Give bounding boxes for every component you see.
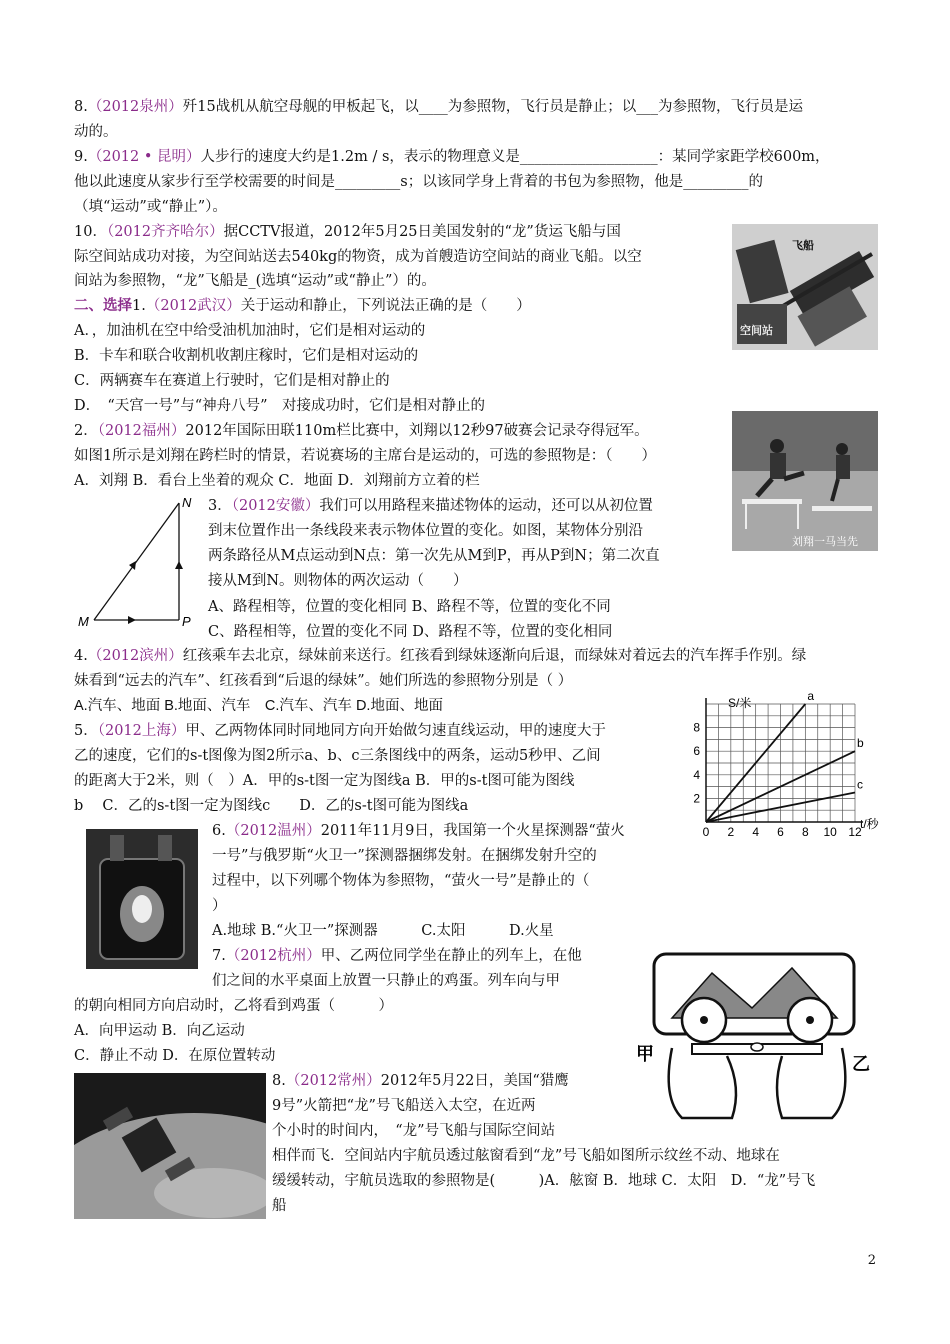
x-tick-label: 2 xyxy=(727,825,735,839)
hurdle-race-photo xyxy=(732,411,878,551)
space-station-photo xyxy=(732,224,878,350)
q10-fill-line1: 10．（2012齐齐哈尔）据CCTV报道，2012年5月25日美国发射的“龙”货运飞船与国 xyxy=(74,224,621,240)
q6-line4: ） xyxy=(212,898,227,914)
station-label: 空间站 xyxy=(740,325,773,337)
series-label-a: a xyxy=(807,690,815,703)
q3-line1: 3．（2012安徽）我们可以用路程来描述物体的运动，还可以从初位置 xyxy=(208,498,653,514)
q5-line4: b C．乙的s-t图一定为图线c D．乙的s-t图可能为图线a xyxy=(74,798,469,814)
x-tick-label: 4 xyxy=(752,825,760,839)
path-diagram xyxy=(74,493,204,633)
x-tick-label: 8 xyxy=(801,825,809,839)
point-m-label: M xyxy=(78,614,89,629)
q5-line3: 的距离大于2米，则（ ）A．甲的s-t图一定为图线a B．甲的s-t图可能为图线 xyxy=(74,773,575,789)
q10-fill-line3: 间站为参照物，“龙”飞船是_(选填“运动”或“静止”）的。 xyxy=(74,273,436,289)
st-chart-svg xyxy=(690,690,890,860)
q8-fill-line1: 8.（2012泉州）歼15战机从航空母舰的甲板起飞，以____为参照物，飞行员是静止；以___为参照物，飞行员是运 xyxy=(74,99,803,115)
q6-line3: 过程中，以下列哪个物体为参照物，“萤火一号”是静止的（ xyxy=(212,873,590,889)
hurdle-caption: 刘翔一马当先 xyxy=(792,536,858,548)
x-tick-label: 10 xyxy=(823,825,837,839)
page-number: 2 xyxy=(867,1253,876,1268)
q1-option-c: C．两辆赛车在赛道上行驶时，它们是相对静止的 xyxy=(74,373,390,389)
q7-line3: 的朝向相同方向启动时，乙将看到鸡蛋（ ） xyxy=(74,998,393,1014)
q2-options: A．刘翔 B．看台上坐着的观众 C．地面 D．刘翔前方立着的栏 xyxy=(74,473,480,489)
q4-line1: 4.（2012滨州）红孩乘车去北京，绿妹前来送行。红孩看到绿妹逐渐向后退，而绿妹对着远去的汽车挥手作别。绿 xyxy=(74,648,807,664)
x-tick-label: 12 xyxy=(848,825,862,839)
y-tick-label: 4 xyxy=(693,767,700,782)
jia-label: 甲 xyxy=(636,1044,654,1064)
q8-choice-line6: 船 xyxy=(272,1198,287,1214)
q7-options-ab: A．向甲运动 B．向乙运动 xyxy=(74,1023,245,1039)
q5-line1: 5．（2012上海）甲、乙两物体同时同地同方向开始做匀速直线运动，甲的速度大于 xyxy=(74,723,606,739)
point-n-label: N xyxy=(182,495,192,510)
x-tick-label: 0 xyxy=(702,825,710,839)
train-cartoon xyxy=(632,948,880,1128)
series-label-c: c xyxy=(857,777,863,792)
section-choice-q1: 二、选择1.（2012武汉）关于运动和静止，下列说法正确的是（ ） xyxy=(74,297,531,314)
q3-line2: 到末位置作出一条线段来表示物体位置的变化。如图，某物体分别沿 xyxy=(208,523,643,539)
q2-line2: 如图1所示是刘翔在跨栏时的情景，若说赛场的主席台是运动的，可选的参照物是：（ ） xyxy=(74,448,656,464)
point-p-label: P xyxy=(182,614,191,629)
q3-options-cd: C、路程相等，位置的变化不同 D、路程不等，位置的变化相同 xyxy=(208,624,613,640)
q1-option-d: D． “天宫一号”与“神舟八号” 对接成功时，它们是相对静止的 xyxy=(74,398,486,414)
q9-fill-line3: （填“运动”或“静止”）。 xyxy=(74,199,227,215)
series-label-b: b xyxy=(857,736,864,751)
y-tick-label: 8 xyxy=(693,720,700,735)
q5-line2: 乙的速度，它们的s-t图像为图2所示a、b、c三条图线中的两条，运动5秒甲、乙间 xyxy=(74,748,601,764)
ship-label: 飞船 xyxy=(792,240,814,252)
q7-line2: 们之间的水平桌面上放置一只静止的鸡蛋。列车向与甲 xyxy=(212,973,560,989)
x-tick-label: 6 xyxy=(777,825,784,839)
q7-options-cd: C．静止不动 D．在原位置转动 xyxy=(74,1048,276,1064)
yi-label: 乙 xyxy=(852,1054,870,1074)
q8-choice-line1: 8.（2012常州）2012年5月22日，美国“猎鹰 xyxy=(272,1073,569,1089)
q8-choice-line5: 缓缓转动，宇航员选取的参照物是( )A．舷窗 B．地球 C．太阳 D．“龙”号飞 xyxy=(272,1173,816,1189)
y-axis-label: S/米 xyxy=(728,696,752,710)
q2-line1: 2．（2012福州）2012年国际田联110m栏比赛中，刘翔以12秒97破赛会记录夺得冠军。 xyxy=(74,423,649,439)
q6-line1: 6.（2012温州）2011年11月9日，我国第一个火星探测器“萤火 xyxy=(212,823,625,839)
q8-choice-line3: 个小时的时间内， “龙”号飞船与国际空间站 xyxy=(272,1123,556,1139)
q6-options: A.地球 B.“火卫一”探测器 C.太阳 D.火星 xyxy=(212,923,554,939)
q3-line3: 两条路径从M点运动到N点：第一次先从M到P，再从P到N；第二次直 xyxy=(208,548,660,564)
q9-fill-line2: 他以此速度从家步行至学校需要的时间是_________s；以该同学身上背着的书包为参照物，他是_________的 xyxy=(74,174,763,190)
q8-choice-line2: 9号”火箭把“龙”号飞船送入太空，在近两 xyxy=(272,1098,536,1114)
q3-options-ab: A、路程相等，位置的变化相同 B、路程不等，位置的变化不同 xyxy=(208,599,611,615)
q8-choice-line4: 相伴而飞．空间站内宇航员透过舷窗看到“龙”号飞船如图所示纹丝不动、地球在 xyxy=(272,1148,780,1164)
y-tick-label: 2 xyxy=(693,791,700,806)
x-axis-label: t/秒 xyxy=(860,817,879,831)
q1-option-b: B．卡车和联合收割机收割庄稼时，它们是相对运动的 xyxy=(74,348,419,364)
y-tick-label: 6 xyxy=(693,744,700,759)
mars-probe-launch-photo xyxy=(86,829,198,969)
st-graph xyxy=(690,690,890,860)
q9-fill-line1: 9.（2012 • 昆明）人步行的速度大约是1.2m / s，表示的物理意义是___________________：某同学家距学校600m， xyxy=(74,149,830,165)
q4-line2: 妹看到“远去的汽车”、红孩看到“后退的绿妹”。她们所选的参照物分别是（ ） xyxy=(74,673,573,689)
q6-line2: 一号”与俄罗斯“火卫一”探测器捆绑发射。在捆绑发射升空的 xyxy=(212,848,597,864)
q8-fill-line2: 动的。 xyxy=(74,124,118,140)
q3-line4: 接从M到N。则物体的两次运动（ ） xyxy=(208,573,468,589)
q7-line1: 7.（2012杭州）甲、乙两位同学坐在静止的列车上，在他 xyxy=(212,948,582,964)
dragon-ship-earth-photo xyxy=(74,1073,266,1219)
q4-options: A.汽车、地面 B.地面、汽车 C.汽车、汽车 D.地面、地面 xyxy=(74,698,443,714)
q1-option-a: A．，加油机在空中给受油机加油时，它们是相对运动的 xyxy=(74,323,426,339)
q10-fill-line2: 际空间站成功对接，为空间站送去540kg的物资，成为首艘造访空间站的商业飞船。以空 xyxy=(74,249,642,265)
